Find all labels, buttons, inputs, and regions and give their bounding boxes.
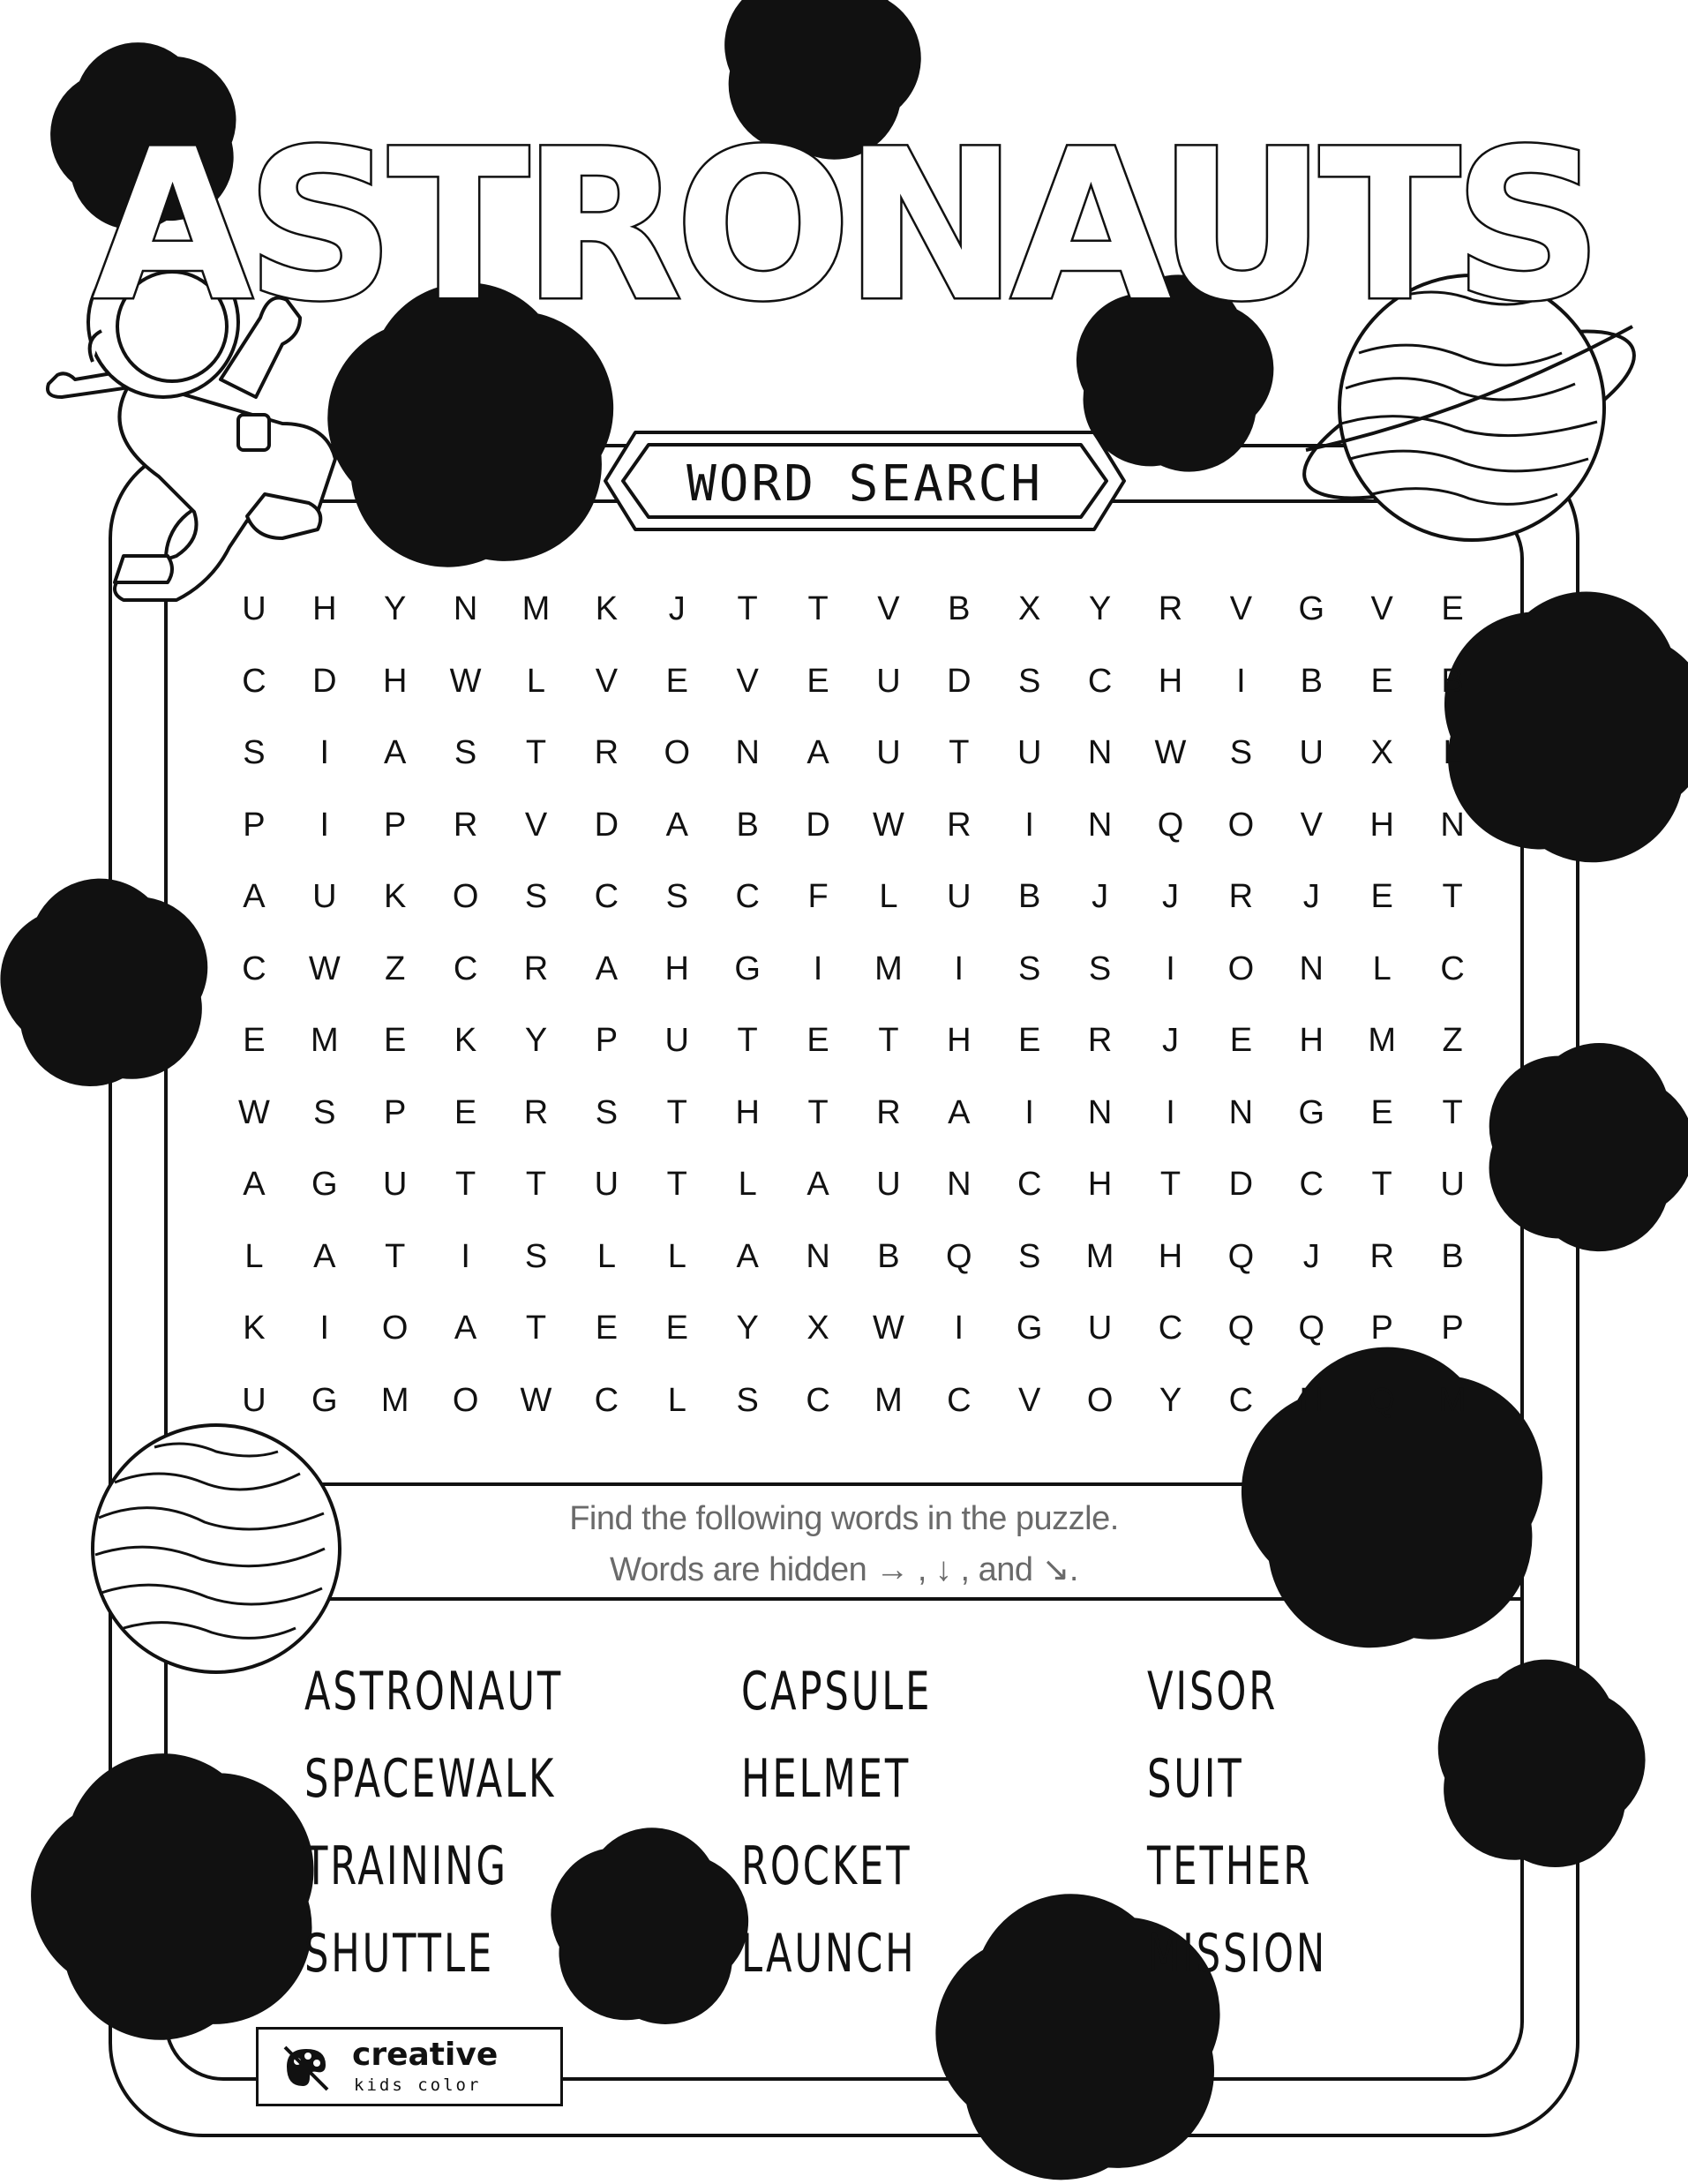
grid-letter: S [1018,1237,1041,1275]
grid-letter: K [595,590,619,628]
grid-letter: O [664,734,691,772]
grid-letter: B [877,1237,900,1275]
grid-letter: N [1299,949,1324,987]
grid-letter: J [1092,878,1109,916]
grid-letter: Y [1159,1381,1182,1419]
grid-letter: V [1300,806,1323,844]
grid-letter: U [312,878,337,916]
grid-letter: H [1158,662,1183,700]
grid-letter: T [666,1166,687,1204]
grid-letter: U [1087,1310,1113,1347]
grid-letter: E [1018,1022,1041,1060]
grid-letter: G [311,1166,338,1204]
grid-letter: G [311,1381,338,1419]
grid-letter: N [1228,1093,1254,1131]
grid-letter: D [947,662,972,700]
grid-letter: T [525,734,547,772]
grid-letter: U [1017,734,1042,772]
grid-letter: A [595,949,619,987]
grid-letter: L [1443,734,1462,772]
grid-letter: C [735,878,760,916]
grid-letter: R [1228,878,1254,916]
grid-letter: S [243,734,266,772]
grid-letter: T [878,1022,899,1060]
grid-letter: I [1024,1093,1034,1131]
grid-letter: C [1440,949,1465,987]
grid-letter: B [1441,1237,1464,1275]
grid-letter: T [737,590,758,628]
grid-letter: J [1302,1237,1320,1275]
grid-letter: E [1370,878,1393,916]
grid-letter: A [736,1237,759,1275]
star-icon [1138,337,1210,406]
grid-letter: R [1158,590,1183,628]
grid-letter: Q [1227,1310,1255,1347]
grid-letter: L [596,1237,616,1275]
grid-letter: X [1018,590,1041,628]
grid-letter: V [877,590,900,628]
page-title: ASTRONAUTS [92,106,1596,347]
grid-letter: M [1438,1381,1467,1419]
grid-letter: K [243,1310,266,1347]
grid-letter: A [806,1166,829,1204]
grid-letter: W [449,662,482,700]
grid-letter: Q [1227,1237,1255,1275]
grid-letter: T [1371,1166,1392,1204]
grid-letter: R [1369,1237,1394,1275]
grid-letter: S [524,1237,548,1275]
grid-letter: H [382,662,408,700]
instructions-line-2: Words are hidden → , ↓ , and ↘. [609,1551,1078,1588]
grid-letter: C [594,878,619,916]
grid-letter: S [524,878,548,916]
grid-letter: W [238,1093,270,1131]
grid-letter: H [1369,806,1394,844]
word-column [304,1648,664,1998]
grid-letter: I [1166,949,1175,987]
grid-letter: T [807,590,829,628]
grid-letter: H [1299,1022,1324,1060]
grid-letter: E [806,662,829,700]
star-icon [421,375,521,472]
star-icon [1524,673,1629,775]
word-list-item: ASTRONAUT [304,1661,564,1722]
grid-letter: A [384,734,407,772]
grid-letter: T [1159,1166,1182,1204]
grid-letter: E [1229,1022,1253,1060]
grid-letter: N [947,1166,972,1204]
grid-letter: I [813,949,823,987]
grid-letter: L [667,1381,686,1419]
grid-letter: O [1227,806,1255,844]
grid-letter: C [806,1381,830,1419]
grid-letter: V [524,806,548,844]
grid-letter: M [521,590,551,628]
star-icon [119,1838,232,1948]
grid-letter: U [876,1166,901,1204]
grid-letter: I [1166,1093,1175,1131]
grid-letter: S [1018,949,1041,987]
grid-letter: A [665,806,688,844]
word-column [741,1648,1006,1998]
grid-letter: O [452,1381,479,1419]
grid-letter: J [1161,878,1179,916]
grid-letter: H [735,1093,760,1131]
grid-letter: L [244,1237,264,1275]
grid-letter: B [1300,662,1323,700]
grid-letter: C [453,949,478,987]
grid-letter: S [1018,662,1041,700]
grid-letter: R [947,806,972,844]
grid-letter: B [736,806,759,844]
grid-letter: U [242,1381,266,1419]
grid-letter: P [243,806,266,844]
grid-letter: Q [1298,1310,1325,1347]
grid-letter: O [1086,1381,1114,1419]
grid-letter: C [1017,1166,1042,1204]
grid-letter: L [738,1166,757,1204]
grid-letter: R [523,1093,549,1131]
grid-letter: W [1154,734,1187,772]
grid-letter: D [312,662,337,700]
grid-letter: S [1229,734,1253,772]
grid-letter: E [665,662,688,700]
grid-letter: Q [1369,1381,1395,1419]
grid-letter: P [595,1022,619,1060]
word-list-item: SPACEWALK [304,1748,557,1810]
grid-letter: M [874,1381,903,1419]
grid-letter: R [453,806,478,844]
grid-letter: M [380,1381,409,1419]
grid-letter: U [876,662,901,700]
grid-letter: I [954,949,964,987]
star-icon [784,22,859,94]
grid-letter: H [664,949,689,987]
grid-letter: U [382,1166,408,1204]
grid-letter: M [1368,1022,1396,1060]
grid-letter: W [520,1381,552,1419]
grid-letter: G [1016,1310,1043,1347]
grid-letter: H [947,1022,972,1060]
grid-letter: N [1087,734,1113,772]
grid-letter: T [1442,1093,1463,1131]
word-search-banner: WORD SEARCH [686,454,1043,513]
grid-letter: V [1370,590,1393,628]
grid-letter: Z [1442,1022,1463,1060]
grid-letter: U [947,878,972,916]
brand-logo [256,2027,563,2106]
grid-letter: O [381,1310,409,1347]
grid-letter: L [526,662,546,700]
grid-letter: S [313,1093,336,1131]
grid-letter: R [523,949,549,987]
grid-letter: V [736,662,759,700]
grid-letter: W [308,949,341,987]
grid-letter: A [243,1166,266,1204]
grid-letter: C [1158,1310,1183,1347]
grid-letter: H [1158,1237,1183,1275]
star-icon [1502,1724,1579,1798]
grid-letter: I [319,1310,330,1347]
grid-letter: M [310,1022,339,1060]
grid-letter: E [1370,662,1393,700]
grid-letter: E [243,1022,266,1060]
grid-letter: E [665,1310,688,1347]
grid-letter: C [242,662,266,700]
grid-letter: T [666,1093,687,1131]
star-icon [1548,1103,1632,1184]
grid-letter: K [384,878,407,916]
grid-letter: N [806,1237,830,1275]
grid-letter: H [1299,1381,1324,1419]
palette-logo-icon [278,2040,334,2097]
grid-letter: L [667,1237,686,1275]
letter-grid [219,574,1488,1437]
grid-letter: O [452,878,479,916]
word-list-item: SHUTTLE [304,1923,495,1985]
grid-letter: P [384,806,407,844]
grid-letter: U [664,1022,689,1060]
logo-tagline: kids color [354,2075,482,2095]
grid-letter: G [734,949,761,987]
grid-letter: C [1087,662,1113,700]
grid-letter: N [735,734,760,772]
grid-letter: S [595,1093,619,1131]
grid-letter: P [1441,1310,1464,1347]
grid-letter: N [453,590,478,628]
grid-letter: X [1370,734,1393,772]
grid-letter: M [874,949,903,987]
grid-letter: T [1442,878,1463,916]
grid-letter: H [1087,1166,1113,1204]
grid-letter: I [319,734,330,772]
grid-letter: S [736,1381,759,1419]
grid-letter: I [954,1310,964,1347]
word-list [304,1648,1452,2001]
grid-letter: I [461,1237,470,1275]
grid-letter: N [1087,1093,1113,1131]
grid-letter: S [454,734,477,772]
grid-letter: J [668,590,686,628]
grid-letter: C [242,949,266,987]
grid-letter: U [594,1166,619,1204]
grid-letter: O [1227,949,1255,987]
grid-letter: P [384,1093,407,1131]
grid-letter: U [876,734,901,772]
word-list-item: TRAINING [304,1835,508,1897]
grid-letter: B [948,590,971,628]
grid-letter: G [1298,590,1325,628]
grid-letter: Q [946,1237,972,1275]
grid-letter: A [454,1310,477,1347]
grid-letter: S [665,878,688,916]
grid-letter: V [1018,1381,1041,1419]
word-list-item: VISOR [1147,1661,1279,1722]
grid-letter: T [454,1166,476,1204]
grid-letter: D [594,806,619,844]
grid-letter: L [1372,949,1392,987]
grid-letter: F [807,878,829,916]
grid-letter: D [1228,1166,1254,1204]
grid-letter: Y [736,1310,759,1347]
grid-letter: U [242,590,266,628]
grid-letter: V [595,662,619,700]
grid-letter: A [243,878,266,916]
grid-letter: A [313,1237,336,1275]
grid-letter: D [806,806,830,844]
grid-letter: T [525,1166,547,1204]
grid-letter: G [1298,1093,1325,1131]
grid-letter: R [876,1093,901,1131]
grid-letter: I [1236,662,1246,700]
word-list-item: LAUNCH [741,1923,917,1985]
grid-letter: I [1024,806,1034,844]
grid-letter: U [1299,734,1324,772]
grid-letter: M [1085,1237,1114,1275]
grid-letter: E [1441,590,1464,628]
grid-letter: K [454,1022,477,1060]
logo-name: creative [352,2037,499,2073]
grid-letter: R [594,734,619,772]
grid-letter: T [949,734,970,772]
word-list-item: HELMET [741,1748,912,1810]
word-list-item: SUIT [1147,1748,1244,1810]
grid-letter: X [806,1310,829,1347]
word-list-item: ROCKET [741,1835,912,1897]
word-list-item: TETHER [1147,1835,1313,1897]
word-list-item: CAPSULE [741,1661,933,1722]
grid-letter: T [807,1093,829,1131]
grid-letter: C [1299,1166,1324,1204]
grid-letter: E [384,1022,407,1060]
grid-letter: W [872,1310,904,1347]
striped-planet-illustration [93,1425,340,1672]
grid-letter: A [806,734,829,772]
grid-letter: E [806,1022,829,1060]
grid-letter: T [737,1022,758,1060]
grid-letter: S [1088,949,1112,987]
grid-letter: I [319,806,330,844]
grid-letter: L [879,878,898,916]
grid-letter: N [1087,806,1113,844]
instructions-line-1: Find the following words in the puzzle. [569,1500,1119,1537]
grid-letter: A [948,1093,971,1131]
grid-letter: P [1370,1310,1393,1347]
grid-letter: E [1370,1093,1393,1131]
star-icon [67,943,144,1017]
grid-letter: C [1228,1381,1254,1419]
grid-letter: E [595,1310,619,1347]
grid-letter: B [1018,878,1041,916]
grid-letter: Q [1157,806,1184,844]
grid-letter: J [1302,878,1320,916]
grid-letter: B [1441,662,1464,700]
grid-letter: V [1229,590,1253,628]
grid-letter: R [1087,1022,1113,1060]
grid-letter: Y [384,590,407,628]
grid-letter: Y [1088,590,1112,628]
grid-letter: N [1440,806,1465,844]
grid-letter: Y [524,1022,548,1060]
word-column [1147,1648,1397,1998]
grid-letter: C [947,1381,972,1419]
grid-letter: E [454,1093,477,1131]
grid-letter: W [872,806,904,844]
grid-letter: H [312,590,337,628]
grid-letter: C [594,1381,619,1419]
grid-letter: U [1440,1166,1465,1204]
grid-letter: J [1161,1022,1179,1060]
grid-letter: T [525,1310,547,1347]
grid-letter: Z [385,949,406,987]
word-list-item: MISSION [1147,1923,1328,1985]
grid-letter: T [385,1237,406,1275]
